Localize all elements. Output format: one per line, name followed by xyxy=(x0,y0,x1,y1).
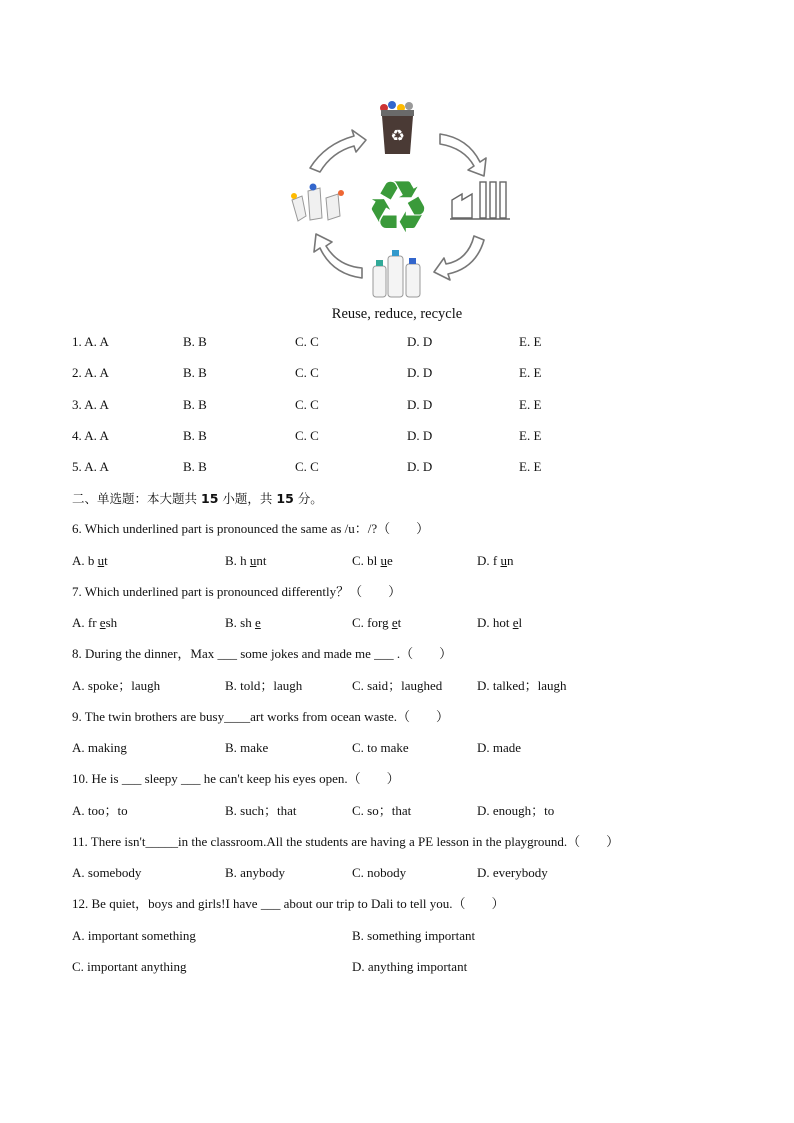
option-d[interactable]: D. anything important xyxy=(352,959,468,974)
option-c[interactable]: C. C xyxy=(295,459,319,474)
option-a[interactable]: A. b ut xyxy=(72,553,108,568)
question-7-stem: 7. Which underlined part is pronounced differently？（ ） xyxy=(72,584,402,599)
answer-row-num: 1. A. A xyxy=(72,334,109,349)
bottles-icon xyxy=(373,250,420,297)
option-c[interactable]: C. nobody xyxy=(352,865,407,880)
option-a[interactable]: A. too；to xyxy=(72,803,128,818)
question-8-stem: 8. During the dinner，Max ___ some jokes and made me ___ .（ ） xyxy=(72,646,453,661)
option-e[interactable]: E. E xyxy=(519,459,542,474)
question-6-stem: 6. Which underlined part is pronounced the same as /u：/?（ ） xyxy=(72,521,430,536)
option-c[interactable]: C. said；laughed xyxy=(352,678,443,693)
option-d[interactable]: D. D xyxy=(407,459,433,474)
option-d[interactable]: D. everybody xyxy=(477,865,548,880)
option-b[interactable]: B. told；laugh xyxy=(225,678,303,693)
recycle-diagram xyxy=(280,96,520,306)
answer-row-num: 4. A. A xyxy=(72,428,109,443)
option-c[interactable]: C. C xyxy=(295,365,319,380)
option-d[interactable]: D. D xyxy=(407,397,433,412)
option-b[interactable]: B. B xyxy=(183,397,207,412)
answer-row-num: 5. A. A xyxy=(72,459,109,474)
option-b[interactable]: B. h unt xyxy=(225,553,267,568)
factory-icon xyxy=(450,182,510,219)
question-10-stem: 10. He is ___ sleepy ___ he can't keep his eyes open.（ ） xyxy=(72,771,400,786)
option-b[interactable]: B. something important xyxy=(352,928,476,943)
question-12-stem: 12. Be quiet，boys and girls!I have ___ about our trip to Dali to tell you.（ ） xyxy=(72,896,505,911)
svg-text:♻: ♻ xyxy=(365,165,431,249)
option-c[interactable]: C. so；that xyxy=(352,803,412,818)
answer-row-num: 3. A. A xyxy=(72,397,109,412)
option-c[interactable]: C. important anything xyxy=(72,959,187,974)
option-a[interactable]: A. important something xyxy=(72,928,196,943)
option-c[interactable]: C. to make xyxy=(352,740,409,755)
recycle-diagram-svg xyxy=(280,96,520,306)
option-b[interactable]: B. B xyxy=(183,428,207,443)
option-b[interactable]: B. B xyxy=(183,459,207,474)
option-a[interactable]: A. spoke；laugh xyxy=(72,678,161,693)
arrow-bottom-right xyxy=(434,236,484,280)
option-d[interactable]: D. D xyxy=(407,365,433,380)
option-e[interactable]: E. E xyxy=(519,334,542,349)
option-d[interactable]: D. D xyxy=(407,428,433,443)
option-b[interactable]: B. B xyxy=(183,365,207,380)
option-b[interactable]: B. such；that xyxy=(225,803,297,818)
option-d[interactable]: D. talked；laugh xyxy=(477,678,567,693)
option-b[interactable]: B. B xyxy=(183,334,207,349)
option-c[interactable]: C. C xyxy=(295,334,319,349)
question-11-stem: 11. There isn't_____in the classroom.All the students are having a PE lesson in the playground.（ ） xyxy=(72,834,620,849)
option-c[interactable]: C. C xyxy=(295,397,319,412)
arrow-top-left xyxy=(310,130,366,172)
arrow-top-right xyxy=(440,134,486,176)
option-d[interactable]: D. enough；to xyxy=(477,803,555,818)
option-a[interactable]: A. somebody xyxy=(72,865,142,880)
option-b[interactable]: B. make xyxy=(225,740,269,755)
answer-row-num: 2. A. A xyxy=(72,365,109,380)
option-d[interactable]: D. D xyxy=(407,334,433,349)
trash-bin-icon xyxy=(380,101,414,154)
arrow-bottom-left xyxy=(314,234,362,278)
svg-text:♻: ♻ xyxy=(390,126,405,145)
option-a[interactable]: A. making xyxy=(72,740,127,755)
option-b[interactable]: B. anybody xyxy=(225,865,285,880)
question-9-stem: 9. The twin brothers are busy____art works from ocean waste.（ ） xyxy=(72,709,450,724)
option-d[interactable]: D. f un xyxy=(477,553,514,568)
recycle-symbol-icon xyxy=(366,165,431,249)
option-b[interactable]: B. sh e xyxy=(225,615,261,630)
option-c[interactable]: C. bl ue xyxy=(352,553,393,568)
option-e[interactable]: E. E xyxy=(519,428,542,443)
option-e[interactable]: E. E xyxy=(519,397,542,412)
option-d[interactable]: D. hot el xyxy=(477,615,523,630)
option-e[interactable]: E. E xyxy=(519,365,542,380)
option-d[interactable]: D. made xyxy=(477,740,522,755)
section-heading: 二、单选题：本大题共 15 小题，共 15 分。 xyxy=(72,491,323,506)
crushed-bottles-icon xyxy=(291,184,344,222)
option-c[interactable]: C. C xyxy=(295,428,319,443)
option-c[interactable]: C. forg et xyxy=(352,615,402,630)
figure-caption: Reuse, reduce, recycle xyxy=(331,306,463,322)
option-a[interactable]: A. fr esh xyxy=(72,615,118,630)
